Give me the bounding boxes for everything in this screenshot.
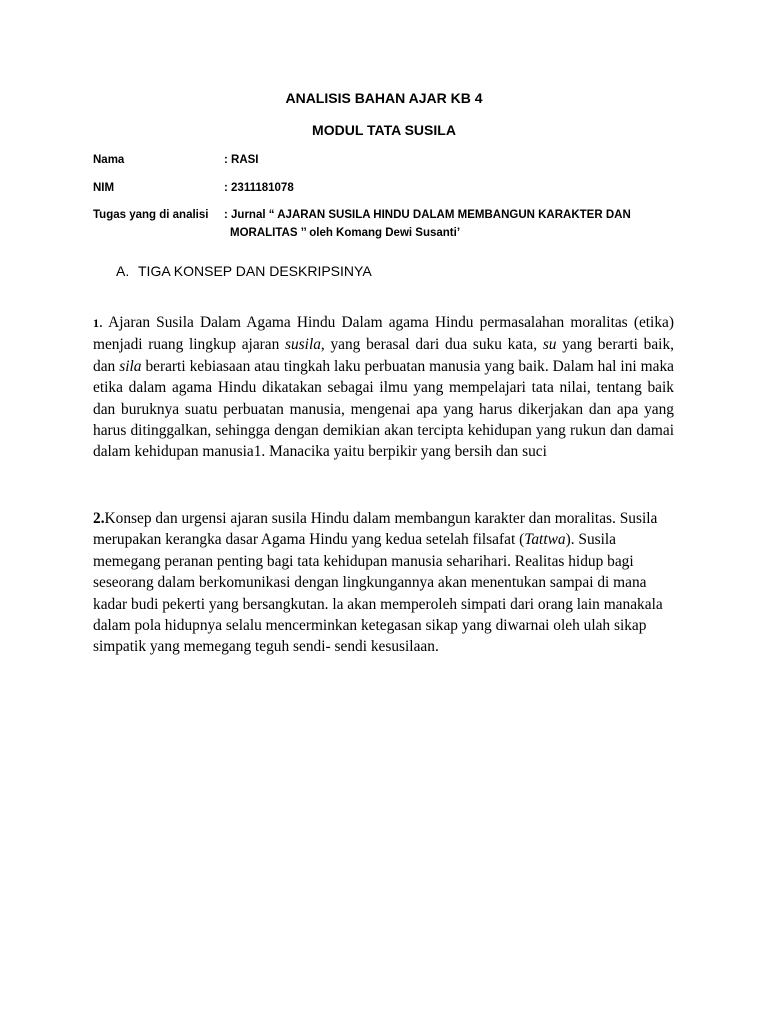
paragraph-2 [93,508,674,658]
paragraph-2-italic-tattwa: Tattwa [524,531,566,549]
paragraph-2-number: 2. [93,510,105,527]
paragraph-1-italic-su: su [542,336,557,354]
paragraph-1-text: , yang berasal dari dua suku kata, [320,336,543,354]
paragraph-1-italic-sila: sila [119,357,142,375]
paragraph-1-number: 1 [93,316,99,330]
task-value-line2: MORALITAS ’’ oleh Komang Dewi Susanti’ [230,227,461,239]
paragraph-1-text: berarti kebiasaan atau tingkah laku perbuatan manusia yang baik. Dalam hal ini maka etika dalam agama Hindu dikatakan sebagai ilmu yang mempelajari tata nilai, tentang baik dan buruknya suatu perbuatan manusia, mengenai apa yang harus dikerjakan dan apa yang harus ditinggalkan, sehingga dengan demikian akan tercipta kehidupan yang rukun dan damai dalam kehidupan manusia1. Manacika yaitu berpikir yang bersih dan suci [93,357,674,461]
nim-value: : 2311181078 [224,182,294,194]
section-letter: A. [116,263,130,279]
name-label: Nama [93,154,125,166]
paragraph-2-text: ). Susila memegang peranan penting bagi tata kehidupan manusia seharihari. Realitas hidup bagi seseorang dalam berkomunikasi dengan lingkungannya akan menentukan sampai di mana kadar budi pekerti yang bersangkutan. la akan memperoleh simpati dari orang lain manakala dalam pola hidupnya selalu mencerminkan ketegasan sikap yang diwarnai oleh ulah sikap simpatik yang memegang teguh sendi- sendi kesusilaan. [93,531,663,656]
paragraph-1-text: . Ajaran Susila Dalam Agama Hindu Dalam agama Hindu permasalahan moralitas (etika) menjadi ruang lingkup ajaran [93,314,674,354]
document-title: ANALISIS BAHAN AJAR KB 4 [285,90,483,106]
section-heading [116,263,372,279]
paragraph-1-text: yang berarti baik, dan [93,336,674,375]
task-label: Tugas yang di analisi [93,209,209,221]
section-heading-text: TIGA KONSEP DAN DESKRIPSINYA [138,263,372,279]
paragraph-2-text: Konsep dan urgensi ajaran susila Hindu dalam membangun karakter dan moralitas. Susila merupakan kerangka dasar Agama Hindu yang kedua setelah filsafat ( [93,510,658,549]
paragraph-1 [93,312,674,463]
task-value-line1: : Jurnal “ AJARAN SUSILA HINDU DALAM MEMBANGUN KARAKTER DAN [224,209,631,221]
document-subtitle: MODUL TATA SUSILA [312,122,456,138]
nim-label: NIM [93,182,115,194]
name-value: : RASI [224,154,259,166]
paragraph-1-italic-susila: susila [285,336,321,354]
